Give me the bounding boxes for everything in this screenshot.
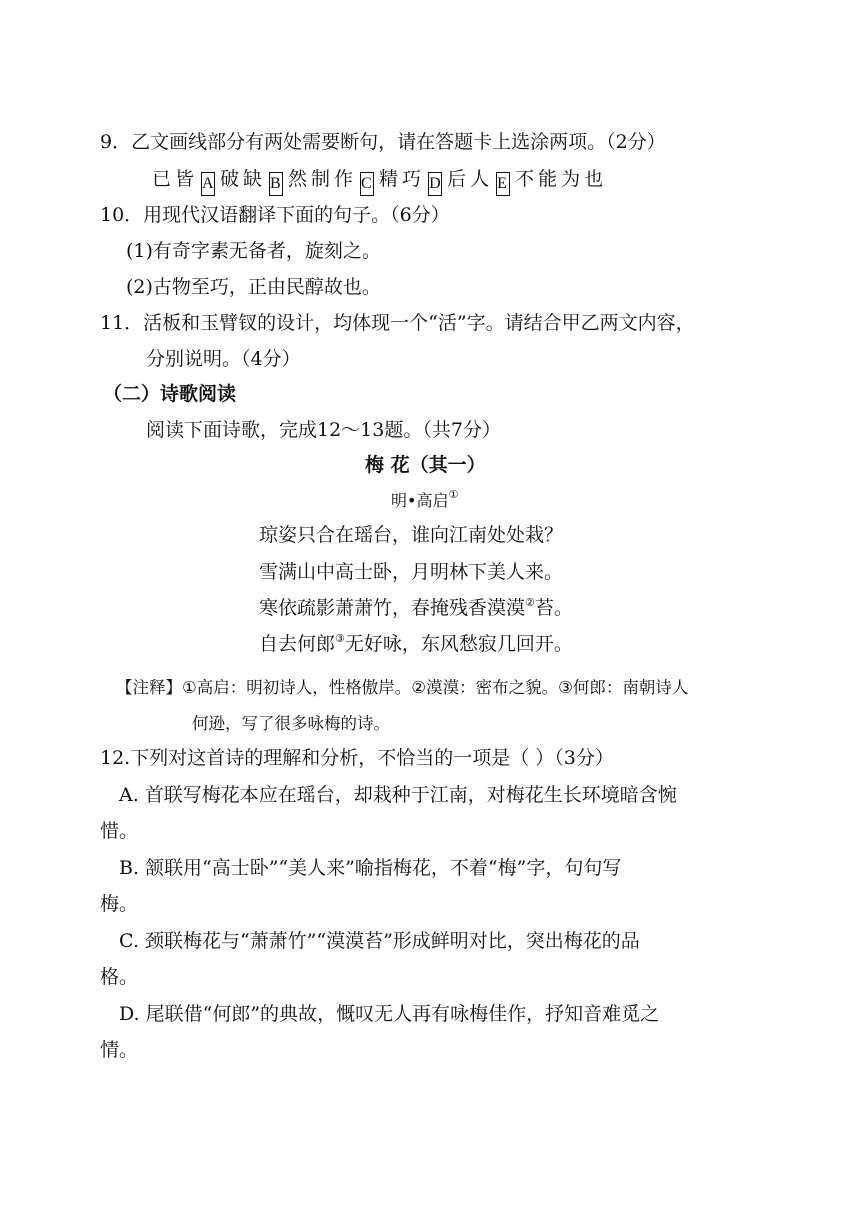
option-b-line2: 梅。 — [100, 893, 139, 915]
question-11-stem-line2: 分别说明。（4分） — [146, 348, 301, 370]
segment-3: 然制作 — [288, 168, 358, 190]
segment-1: 已皆 — [152, 168, 199, 190]
poem-line-4: 自去何郎③无好咏，东风愁寂几回开。 — [259, 632, 573, 655]
footnote-marker: ② — [525, 596, 535, 609]
segment-2: 破缺 — [220, 168, 267, 190]
section-intro: 阅读下面诗歌，完成12～13题。（共7分） — [146, 419, 501, 441]
footnote-marker: ③ — [335, 632, 345, 645]
option-b-line1: B. 颔联用“高士卧”“美人来”喻指梅花，不着“梅”字，句句写 — [119, 857, 622, 879]
annotation-line-2: 何逊，写了很多咏梅的诗。 — [192, 714, 390, 733]
question-9-sentence — [152, 166, 607, 196]
poem-line-2: 雪满山中高士卧，月明林下美人来。 — [259, 561, 564, 583]
question-11-stem-line1: 11．活板和玉臂钗的设计，均体现一个“活”字。请结合甲乙两文内容， — [100, 312, 695, 334]
option-c-line1: C. 颈联梅花与“萧萧竹”“漠漠苔”形成鲜明对比，突出梅花的品 — [119, 930, 640, 952]
question-9-stem: 9．乙文画线部分有两处需要断句，请在答题卡上选涂两项。（2分） — [100, 131, 666, 153]
option-d-line1: D. 尾联借“何郎”的典故，慨叹无人再有咏梅佳作，抒知音难觅之 — [119, 1003, 660, 1025]
segment-4: 精巧 — [379, 168, 426, 190]
poem-title: 梅 花（其一） — [365, 454, 486, 476]
option-c-line2: 格。 — [100, 966, 139, 988]
break-option-a: A — [201, 172, 215, 196]
segment-6: 不能为也 — [515, 168, 608, 190]
break-option-d: D — [428, 172, 442, 196]
question-10-item-2: (2)古物至巧，正由民醇故也。 — [126, 276, 381, 298]
poem-line-3: 寒依疏影萧萧竹，春掩残香漠漠②苔。 — [259, 596, 573, 619]
question-10-item-1: (1)有奇字素无备者，旋刻之。 — [126, 240, 381, 262]
poem-line-1: 琼姿只合在瑶台，谁向江南处处栽？ — [259, 524, 564, 546]
segment-5: 后人 — [447, 168, 494, 190]
break-option-e: E — [496, 172, 510, 196]
option-a-line1: A. 首联写梅花本应在瑶台，却栽种于江南，对梅花生长环境暗含惋 — [119, 784, 677, 806]
break-option-c: C — [360, 172, 374, 196]
footnote-marker: ① — [448, 488, 459, 501]
option-a-line2: 惜。 — [100, 820, 139, 842]
annotation-line-1: 【注释】①高启：明初诗人，性格傲岸。②漠漠：密布之貌。③何郎：南朝诗人 — [116, 678, 689, 697]
option-d-line2: 情。 — [100, 1039, 139, 1061]
poem-author: 明•高启① — [391, 488, 459, 510]
question-12-stem: 12.下列对这首诗的理解和分析，不恰当的一项是（ ）（3分） — [100, 747, 614, 769]
break-option-b: B — [269, 172, 283, 196]
section-heading: （二）诗歌阅读 — [103, 383, 237, 405]
question-10-stem: 10．用现代汉语翻译下面的句子。（6分） — [100, 204, 450, 226]
